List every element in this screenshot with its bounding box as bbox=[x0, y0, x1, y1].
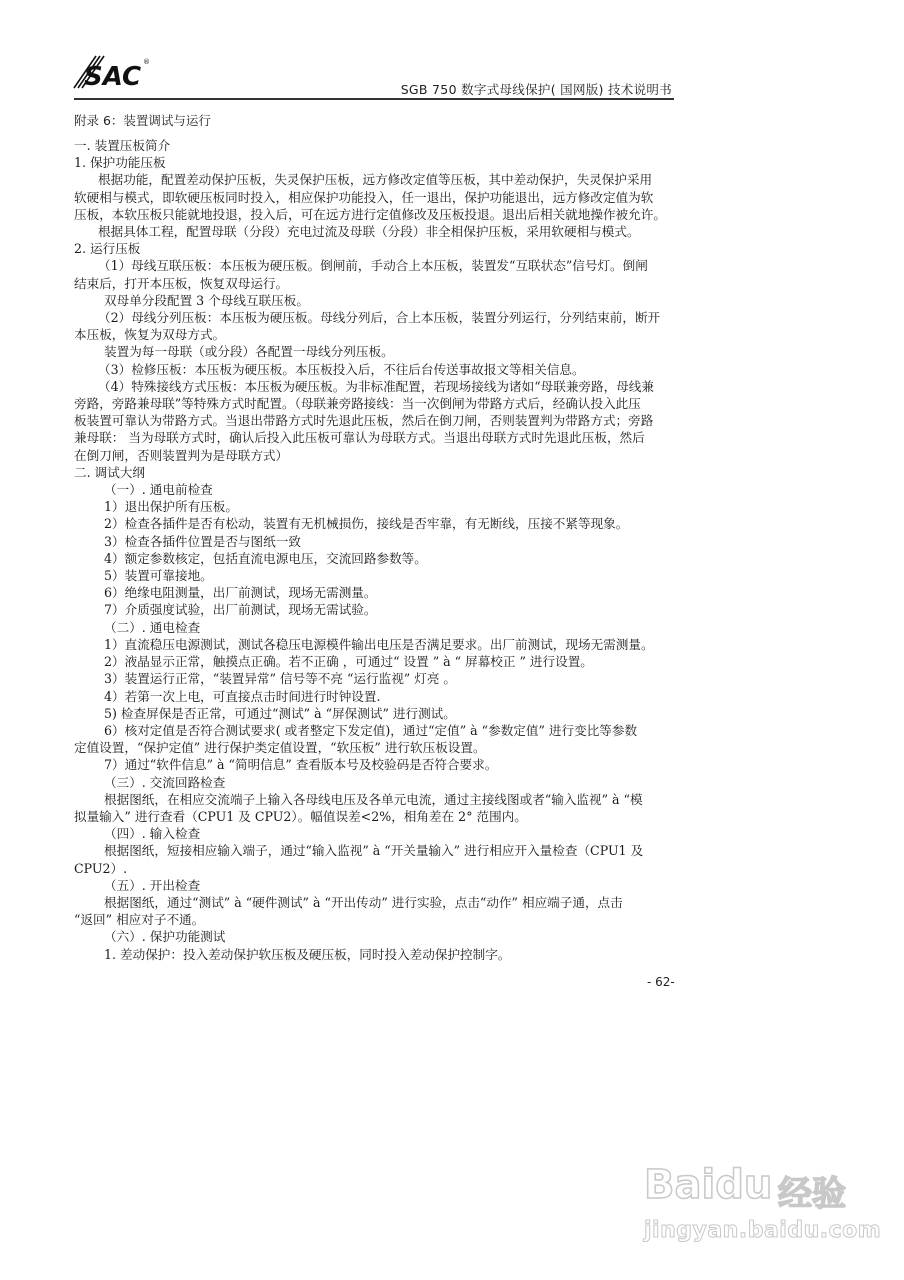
section-heading: 二. 调试大纲 bbox=[74, 464, 145, 480]
text-line: “返回” 相应对子不通。 bbox=[74, 912, 205, 928]
watermark-brand: Baidu bbox=[644, 1162, 773, 1208]
text-line: 6）绝缘电阻测量，出厂前测试，现场无需测量。 bbox=[104, 585, 377, 601]
text-line: 软硬相与模式，即软硬压板同时投入，相应保护功能投入，任一退出，保护功能退出，远方修改定值为软 bbox=[74, 189, 654, 205]
text-line: 1）退出保护所有压板。 bbox=[104, 499, 238, 515]
text-line: 根据功能，配置差动保护压板，失灵保护压板，远方修改定值等压板，其中差动保护，失灵保护采用 bbox=[98, 172, 653, 188]
text-line: 7）通过“软件信息” à “简明信息” 查看版本号及校验码是否符合要求。 bbox=[104, 757, 498, 773]
text-line: 4）若第一次上电，可直接点击时间进行时钟设置. bbox=[104, 688, 381, 704]
svg-text:®: ® bbox=[143, 58, 150, 66]
text-line: 拟量输入” 进行查看（CPU1 及 CPU2）。幅值误差<2%，相角差在 2° 范围内。 bbox=[74, 808, 527, 824]
text-line: CPU2）. bbox=[74, 860, 128, 876]
text-line: 6）核对定值是否符合测试要求( 或者整定下发定值)，通过“定值” à “参数定值” 进行变比等参数 bbox=[104, 722, 638, 738]
text-line: 板装置可靠认为带路方式。当退出带路方式时先退此压板，然后在倒刀闸，否则装置判为带路方式；旁路 bbox=[74, 413, 654, 429]
document-body bbox=[74, 137, 674, 963]
text-line: 根据图纸，在相应交流端子上输入各母线电压及各单元电流，通过主接线图或者“输入监视” à “模 bbox=[104, 791, 643, 807]
text-line: 定值设置，“保护定值” 进行保护类定值设置，“软压板” 进行软压板设置。 bbox=[74, 740, 486, 756]
watermark-cn: 经验 bbox=[778, 1174, 846, 1214]
text-line: （六）. 保护功能测试 bbox=[104, 929, 226, 945]
text-line: （五）. 开出检查 bbox=[104, 877, 201, 893]
svg-text:SAC: SAC bbox=[84, 62, 142, 92]
text-line: 结束后，打开本压板，恢复双母运行。 bbox=[74, 275, 289, 291]
sac-logo-icon bbox=[72, 52, 152, 92]
text-line: 在倒刀闸，否则装置判为是母联方式） bbox=[74, 447, 289, 463]
text-line: 双母单分段配置 3 个母线互联压板。 bbox=[104, 292, 309, 308]
document-header-title: SGB 750 数字式母线保护( 国网版) 技术说明书 bbox=[400, 82, 672, 97]
text-line: （2）母线分列压板：本压板为硬压板。母线分列后，合上本压板，装置分列运行，分列结束前，断开 bbox=[98, 310, 661, 326]
text-line: （二）. 通电检查 bbox=[104, 619, 201, 635]
section-heading: 2. 运行压板 bbox=[74, 241, 141, 257]
text-line: 3）检查各插件位置是否与图纸一致 bbox=[104, 533, 301, 549]
text-line: 根据具体工程，配置母联（分段）充电过流及母联（分段）非全相保护压板，采用软硬相与模式。 bbox=[98, 224, 640, 240]
text-line: （三）. 交流回路检查 bbox=[104, 774, 226, 790]
text-line: 2）检查各插件是否有松动，装置有无机械损伤，接线是否牢靠，有无断线，压接不紧等现象。 bbox=[104, 516, 629, 532]
text-line: （3）检修压板：本压板为硬压板。本压板投入后，不往后台传送事故报文等相关信息。 bbox=[98, 361, 585, 377]
text-line: 本压板，恢复为双母方式。 bbox=[74, 327, 226, 343]
text-line: 1. 差动保护：投入差动保护软压板及硬压板，同时投入差动保护控制字。 bbox=[104, 946, 511, 962]
page-number: - 62- bbox=[647, 975, 675, 989]
text-line: （1）母线互联压板：本压板为硬压板。倒闸前，手动合上本压板，装置发“互联状态”信号灯。倒闸 bbox=[98, 258, 648, 274]
text-line: （四）. 输入检查 bbox=[104, 826, 201, 842]
text-line: 5) 检查屏保是否正常，可通过“测试” à “屏保测试” 进行测试。 bbox=[104, 705, 456, 721]
text-line: 装置为每一母联（或分段）各配置一母线分列压板。 bbox=[104, 344, 394, 360]
text-line: 压板，本软压板只能就地投退，投入后，可在远方进行定值修改及压板投退。退出后相关就地操作被允许。 bbox=[74, 206, 666, 222]
sac-logo bbox=[72, 52, 152, 92]
text-line: 2）液晶显示正常，触摸点正确。若不正确 ，可通过“ 设置 ” à “ 屏幕校正 ” 进行设置。 bbox=[104, 654, 593, 670]
text-line: 1）直流稳压电源测试，测试各稳压电源模件输出电压是否满足要求。出厂前测试，现场无需测量。 bbox=[104, 636, 654, 652]
appendix-title: 附录 6：装置调试与运行 bbox=[74, 113, 211, 128]
text-line: 7）介质强度试验，出厂前测试，现场无需试验。 bbox=[104, 602, 377, 618]
section-heading: 一. 装置压板简介 bbox=[74, 138, 171, 153]
text-line: （一）. 通电前检查 bbox=[104, 482, 213, 498]
section-heading: 1. 保护功能压板 bbox=[74, 155, 166, 171]
text-line: （4）特殊接线方式压板：本压板为硬压板。为非标准配置，若现场接线为诸如“母联兼旁路，母线兼 bbox=[98, 378, 654, 394]
text-line: 兼母联： 当为母联方式时，确认后投入此压板可靠认为母联方式。当退出母联方式时先退此压板，然后 bbox=[74, 430, 645, 446]
text-line: 4）额定参数核定，包括直流电源电压，交流回路参数等。 bbox=[104, 550, 427, 566]
text-line: 3）装置运行正常，“装置异常” 信号等不亮 “运行监视” 灯亮 。 bbox=[104, 671, 457, 687]
text-line: 旁路，旁路兼母联”等特殊方式时配置。（母联兼旁路接线：当一次倒闸为带路方式后，经确认投入此压 bbox=[74, 396, 641, 412]
text-line: 5）装置可靠接地。 bbox=[104, 568, 213, 584]
text-line: 根据图纸，短接相应输入端子，通过“输入监视” à “开关量输入” 进行相应开入量检查（CPU1 及 bbox=[104, 843, 644, 859]
watermark-url: jingyan.baidu.com bbox=[644, 1218, 882, 1243]
header-divider bbox=[74, 98, 674, 100]
text-line: 根据图纸，通过“测试” à “硬件测试” à “开出传动” 进行实验，点击“动作” 相应端子通，点击 bbox=[104, 894, 623, 910]
